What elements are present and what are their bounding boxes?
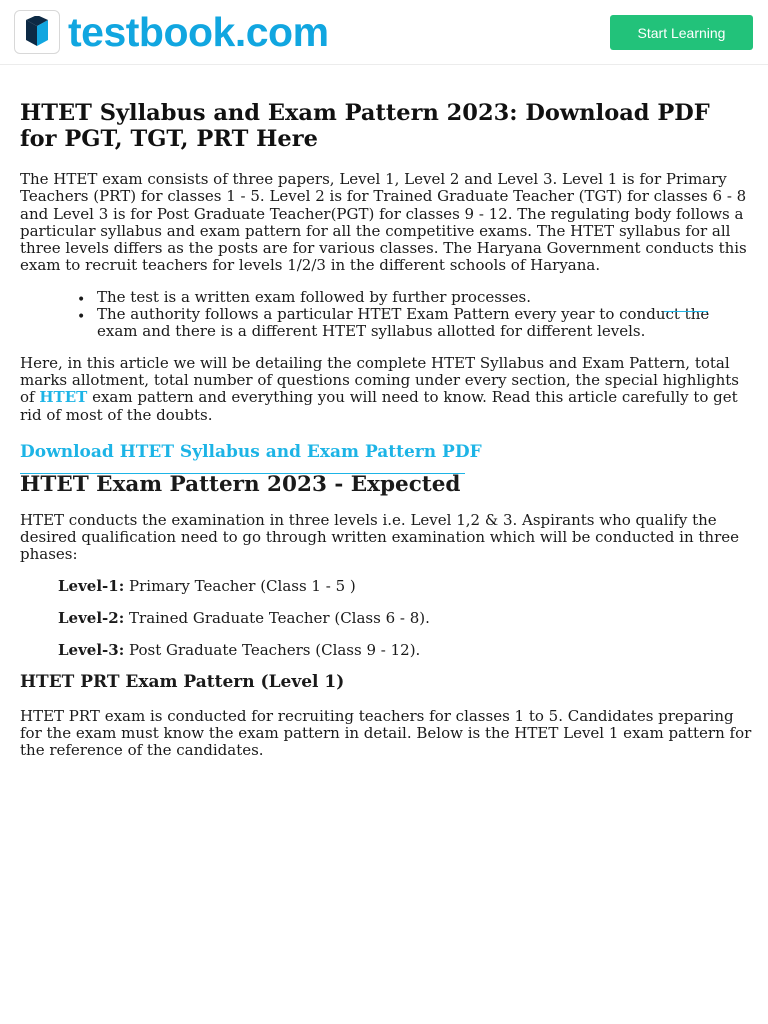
link-hover-underline	[664, 311, 708, 312]
section-heading-exam-pattern: HTET Exam Pattern 2023 - Expected	[20, 471, 461, 497]
section-heading-prt: HTET PRT Exam Pattern (Level 1)	[20, 671, 345, 692]
level-label: Level-1:	[58, 576, 125, 595]
level-label: Level-2:	[58, 608, 125, 627]
download-pdf-link[interactable]: Download HTET Syllabus and Exam Pattern PDF	[20, 441, 482, 462]
article	[20, 100, 752, 760]
level-item	[58, 640, 752, 660]
levels-list	[20, 576, 752, 660]
logo-text: testbook.com	[68, 9, 329, 55]
site-header	[0, 0, 768, 65]
level-label: Level-3:	[58, 640, 125, 659]
level-text: Primary Teacher (Class 1 - 5 )	[124, 576, 356, 595]
htet-link[interactable]: HTET	[39, 388, 88, 407]
list-item: • The test is a written exam followed by further processes.	[97, 289, 752, 306]
section-paragraph: HTET conducts the examination in three levels i.e. Level 1,2 & 3. Aspirants who qualify the desired qualification need to go through written examination which will be conducted in three phases:	[20, 510, 740, 564]
article-paragraph	[20, 355, 752, 424]
paragraph-text: Here, in this article we will be detailing the complete HTET Syllabus and Exam Pattern, total marks allotment, total number of questions coming under every section, the special highlights of	[20, 353, 739, 407]
paragraph-text: exam pattern and everything you will need to know. Read this article carefully to get rid of most of the doubts.	[20, 388, 738, 424]
testbook-logo-icon	[14, 10, 60, 54]
section-paragraph: HTET PRT exam is conducted for recruiting teachers for classes 1 to 5. Candidates preparing for the exam must know the exam pattern in detail. Below is the HTET Level 1 exam pattern for the reference of the candidates.	[20, 706, 752, 760]
level-item	[58, 608, 752, 628]
level-text: Post Graduate Teachers (Class 9 - 12).	[124, 640, 421, 659]
page-title: HTET Syllabus and Exam Pattern 2023: Download PDF for PGT, TGT, PRT Here	[20, 100, 710, 152]
list-item: • The authority follows a particular HTET Exam Pattern every year to conduct the exam and there is a different HTET syllabus allotted for different levels.	[97, 306, 752, 341]
level-item	[58, 576, 752, 596]
bullet-list	[20, 289, 752, 341]
level-text: Trained Graduate Teacher (Class 6 - 8).	[124, 608, 430, 627]
start-learning-button[interactable]: Start Learning	[610, 15, 753, 50]
testbook-logo[interactable]	[14, 9, 329, 55]
intro-paragraph: The HTET exam consists of three papers, Level 1, Level 2 and Level 3. Level 1 is for Primary Teachers (PRT) for classes 1 - 5. Level 2 is for Trained Graduate Teacher (TGT) for classes 6 - 8 and Level 3 is for Post Graduate Teacher(PGT) for classes 9 - 12. The regulating body follows a particular syllabus and exam pattern for all the competitive exams. The HTET syllabus for all three levels differs as the posts are for various classes. The Haryana Government conducts this exam to recruit teachers for levels 1/2/3 in the different schools of Haryana.	[20, 170, 747, 275]
